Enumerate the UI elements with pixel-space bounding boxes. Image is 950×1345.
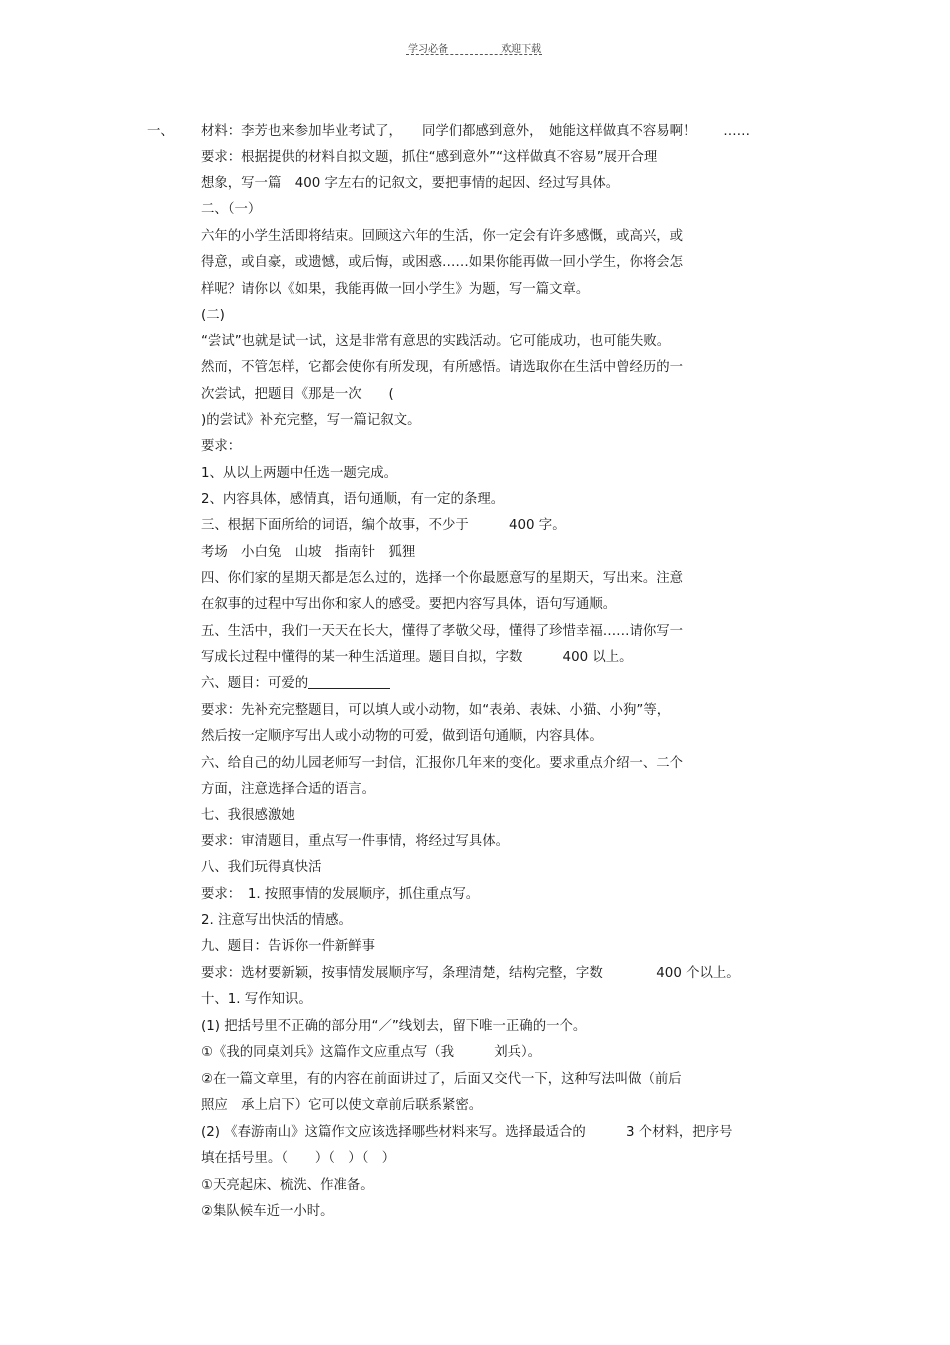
text-line: 得意，或自豪，或遗憾，或后悔，或困惑……如果你能再做一回小学生，你将会怎 [201,255,684,270]
text-line: 填在括号里。（ ）（ ）（ ） [201,1151,396,1166]
text-line: 考场 小白兔 山坡 指南针 狐狸 [201,545,416,560]
header-left: 学习必备 [408,44,448,55]
text-line: ②集队候车近一小时。 [201,1204,334,1219]
text-line: 要求：根据提供的材料自拟文题，抓住“感到意外”“这样做真不容易”展开合理 [201,150,658,165]
text-line: 写成长过程中懂得的某一种生活道理。题目自拟，字数 400 以上。 [201,650,633,665]
section-one-number: 一、 [147,124,174,139]
text-line: 五、生活中，我们一天天在长大，懂得了孝敬父母，懂得了珍惜幸福……请你写一 [201,624,684,639]
text-line: 次尝试，把题目《那是一次 ( [201,387,394,402]
text-line: 照应 承上启下）它可以使文章前后联系紧密。 [201,1098,483,1113]
text-line: 七、我很感激她 [201,808,295,823]
text-line: 然后按一定顺序写出人或小动物的可爱，做到语句通顺，内容具体。 [201,729,603,744]
text-line: 九、题目：告诉你一件新鲜事 [201,939,376,954]
text-line: 方面，注意选择合适的语言。 [201,782,376,797]
text-line: 要求： [201,439,242,454]
text-line: (1) 把括号里不正确的部分用“／”线划去，留下唯一正确的一个。 [201,1019,587,1034]
header-right: 欢迎下载 [501,44,542,55]
text-line: )的尝试》补充完整，写一篇记叙文。 [201,413,421,428]
text-line: 在叙事的过程中写出你和家人的感受。要把内容写具体，语句写通顺。 [201,597,617,612]
text-line: 想象，写一篇 400 字左右的记叙文，要把事情的起因、经过写具体。 [201,176,620,191]
text-line: ②在一篇文章里，有的内容在前面讲过了，后面又交代一下，这种写法叫做（前后 [201,1072,682,1087]
text-line: 2、内容具体，感情真，语句通顺，有一定的条理。 [201,492,505,507]
text-line: ①《我的同桌刘兵》这篇作文应重点写（我 刘兵）。 [201,1045,542,1060]
text-line: 十、1. 写作知识。 [201,992,312,1007]
text-line: 四、你们家的星期天都是怎么过的，选择一个你最愿意写的星期天，写出来。注意 [201,571,684,586]
text-line: ①天亮起床、梳洗、作准备。 [201,1178,374,1193]
text-line: “尝试”也就是试一试，这是非常有意思的实践活动。它可能成功，也可能失败。 [201,334,671,349]
text-line: 二、（一） [201,202,262,217]
text-line: 材料：李芳也来参加毕业考试了， 同学们都感到意外， 她能这样做真不容易啊！ …… [201,124,751,139]
text-line: 八、我们玩得真快活 [201,860,322,875]
header-text [408,40,541,55]
text-line: 1、从以上两题中任选一题完成。 [201,466,397,481]
text-line: 样呢？请你以《如果，我能再做一回小学生》为题，写一篇文章。 [201,282,590,297]
text-line: 要求：先补充完整题目，可以填人或小动物，如“表弟、表妹、小猫、小狗”等， [201,703,671,718]
text-line: 要求： 1. 按照事情的发展顺序，抓住重点写。 [201,887,480,902]
text-line: 要求：选材要新颖，按事情发展顺序写，条理清楚，结构完整，字数 400 个以上。 [201,966,740,981]
text-line: 六、给自己的幼儿园老师写一封信，汇报你几年来的变化。要求重点介绍一、二个 [201,756,684,771]
text-line-with-blank [201,674,390,694]
text-line: 2. 注意写出快活的情感。 [201,913,352,928]
text-line: (二) [201,308,225,323]
text-line: (2) 《春游南山》这篇作文应该选择哪些材料来写。选择最适合的 3 个材料，把序号 [201,1125,733,1140]
text-line: 三、根据下面所给的词语，编个故事，不少于 400 字。 [201,518,566,533]
text-line: 然而，不管怎样，它都会使你有所发现，有所感悟。请选取你在生活中曾经历的一 [201,360,684,375]
text-line: 六年的小学生活即将结束。回顾这六年的生活，你一定会有许多感慨，或高兴，或 [201,229,684,244]
text-line: 要求：审清题目，重点写一件事情，将经过写具体。 [201,834,509,849]
fill-in-blank [308,674,390,689]
title-prompt: 六、题目：可爱的 [201,676,309,691]
header-divider [406,54,542,55]
